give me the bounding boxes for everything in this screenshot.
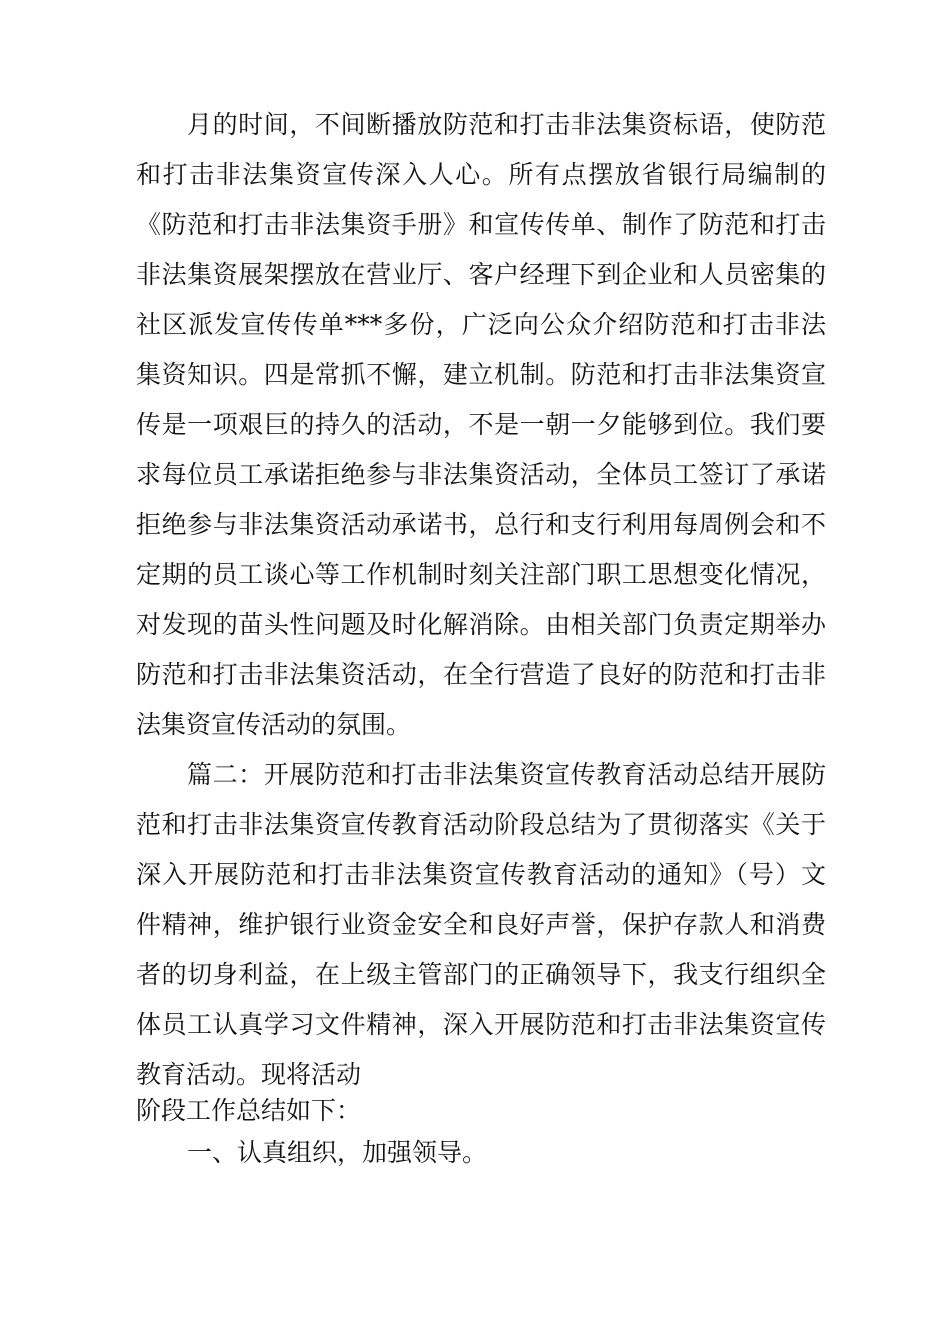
text-line: 深入开展防范和打击非法集资宣传教育活动的通知》（号）文 [136,860,826,889]
text-line: 范和打击非法集资宣传教育活动阶段总结为了贯彻落实《关于 [136,810,826,839]
text-line: 教育活动。现将活动 [136,1060,362,1089]
text-line: 非法集资展架摆放在营业厅、客户经理下到企业和人员密集的 [136,260,826,289]
text-line: 对发现的苗头性问题及时化解消除。由相关部门负责定期举办 [136,610,826,639]
text-line: 和打击非法集资宣传深入人心。所有点摆放省银行局编制的 [136,160,826,189]
section-heading: 一、认真组织，加强领导。 [187,1138,488,1167]
text-line: 体员工认真学习文件精神，深入开展防范和打击非法集资宣传 [136,1010,826,1039]
text-line: 传是一项艰巨的持久的活动，不是一朝一夕能够到位。我们要 [136,410,826,439]
text-line: 求每位员工承诺拒绝参与非法集资活动，全体员工签订了承诺 [136,460,826,489]
text-line: 防范和打击非法集资活动，在全行营造了良好的防范和打击非 [136,660,826,689]
text-line: 月的时间，不间断播放防范和打击非法集资标语，使防范 [187,110,826,139]
text-line: 定期的员工谈心等工作机制时刻关注部门职工思想变化情况， [136,560,826,589]
text-line: 集资知识。四是常抓不懈，建立机制。防范和打击非法集资宣 [136,360,826,389]
text-line: 《防范和打击非法集资手册》和宣传传单、制作了防范和打击 [136,210,826,239]
text-line: 法集资宣传活动的氛围。 [136,710,412,739]
text-line: 件精神，维护银行业资金安全和良好声誉，保护存款人和消费 [136,910,826,939]
text-line: 拒绝参与非法集资活动承诺书，总行和支行利用每周例会和不 [136,510,826,539]
text-line: 社区派发宣传传单***多份，广泛向公众介绍防范和打击非法 [136,310,826,339]
text-line: 篇二：开展防范和打击非法集资宣传教育活动总结开展防 [187,760,826,789]
text-line: 者的切身利益，在上级主管部门的正确领导下，我支行组织全 [136,960,826,989]
text-line: 阶段工作总结如下： [136,1096,362,1125]
